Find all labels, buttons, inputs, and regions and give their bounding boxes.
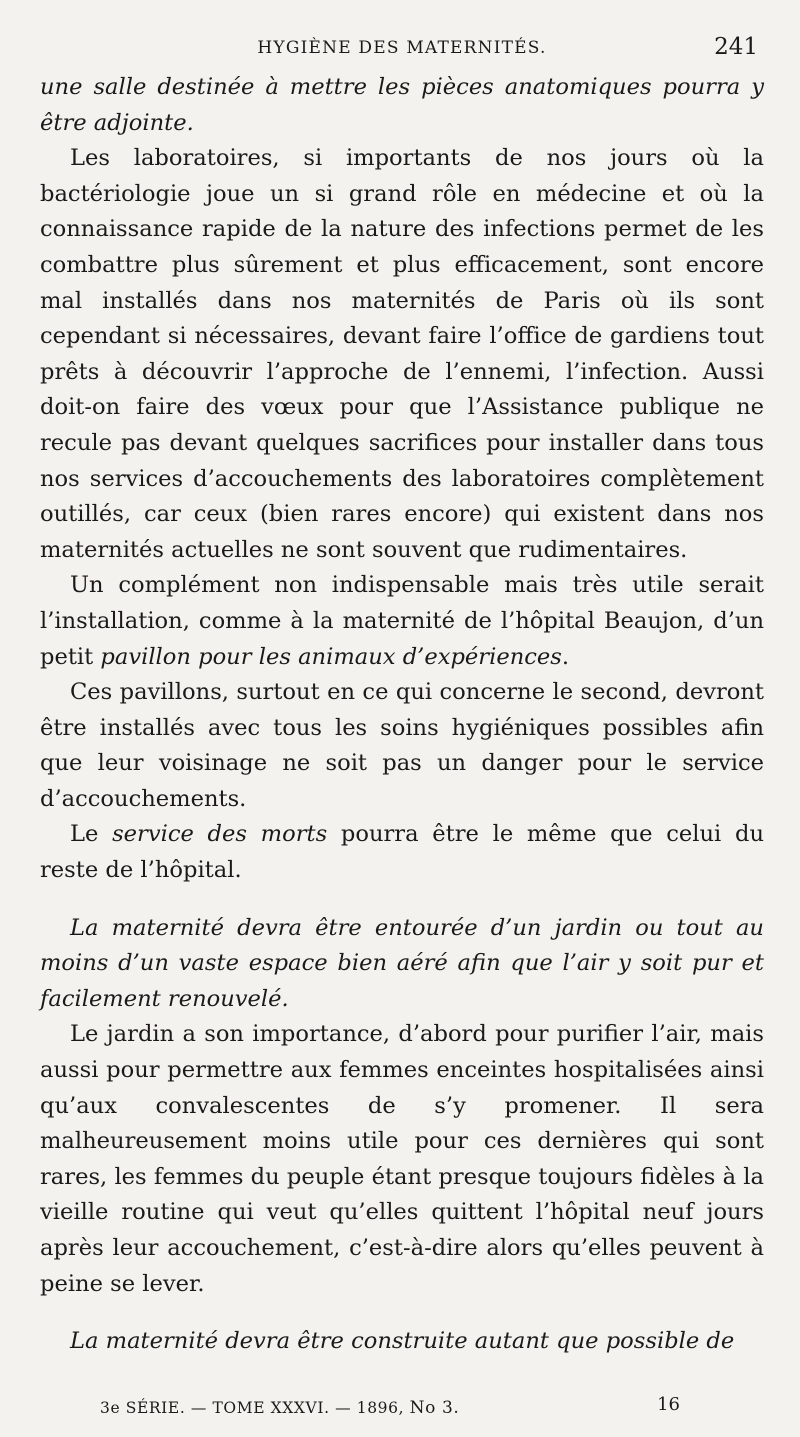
- running-header: [40, 30, 764, 70]
- italic-text: une salle destinée à mettre les pièces anatomiques pourra y être adjointe.: [40, 74, 764, 136]
- italic-text: pavillon pour les animaux d’expériences: [100, 643, 562, 670]
- text-run: pourra être le même que celui du reste de l’hôpital.: [40, 821, 764, 884]
- text-run: Ces pavillons, surtout en ce qui concerne le second, devront être installés avec tous les soins hygiéniques possibles afin que leur voisinage ne soit pas un danger pour le service d’accouchements.: [40, 679, 764, 812]
- publication-signature: [100, 1398, 459, 1418]
- series-details: SÉRIE. — TOME XXXVI. — 1896,: [120, 1399, 410, 1417]
- paragraph: [40, 70, 764, 141]
- text-run: Un complément non indispensable mais très utile serait l’installation, comme à la maternité de l’hôpital Beaujon, d’un petit: [40, 572, 764, 670]
- series-number: 3e: [100, 1399, 121, 1417]
- italic-text: service des morts: [112, 821, 328, 848]
- paragraph: [40, 1017, 764, 1302]
- running-title: HYGIÈNE DES MATERNITÉS.: [257, 38, 547, 58]
- issue-number: No 3.: [409, 1398, 460, 1418]
- paragraph: [40, 141, 764, 568]
- text-run: Le jardin a son importance, d’abord pour purifier l’air, mais aussi pour permettre aux femmes enceintes hospitalisées ainsi qu’aux convalescentes de s’y promener. Il sera malheureusement moins utile pour ces dernières qui sont rares, les femmes du peuple étant presque toujours fidèles à la vieille routine qui veut qu’elles quittent l’hôpital neuf jours après leur accouchement, c’est-à-dire alors qu’elles peuvent à peine se lever.: [40, 1021, 764, 1297]
- paragraph: [40, 1324, 764, 1360]
- paragraph: [40, 675, 764, 817]
- paragraph: [40, 911, 764, 1018]
- page-number: 241: [714, 34, 758, 60]
- page-footer: [100, 1394, 700, 1428]
- paragraph: [40, 817, 764, 888]
- text-run: .: [561, 643, 570, 670]
- text-run: Le: [70, 821, 113, 848]
- sheet-number: 16: [657, 1394, 680, 1415]
- italic-text: La maternité devra être construite autant que possible de: [70, 1328, 735, 1355]
- body-text: [40, 70, 764, 1360]
- text-run: Les laboratoires, si importants de nos jours où la bactériologie joue un si grand rôle en médecine et où la connaissance rapide de la nature des infections permet de les combattre plus sûrement et plus efficacement, sont encore mal installés dans nos maternités de Paris où ils sont cependant si nécessaires, devant faire l’office de gardiens tout prêts à découvrir l’approche de l’ennemi, l’infection. Aussi doit-on faire des vœux pour que l’Assistance publique ne recule pas devant quelques sacrifices pour installer dans tous nos services d’accouchements des laboratoires complètement outillés, car ceux (bien rares encore) qui existent dans nos maternités actuelles ne sont souvent que rudimentaires.: [40, 145, 764, 563]
- paragraph: [40, 568, 764, 675]
- italic-text: La maternité devra être entourée d’un jardin ou tout au moins d’un vaste espace bien aéré afin que l’air y soit pur et facilement renouvelé.: [40, 914, 764, 1012]
